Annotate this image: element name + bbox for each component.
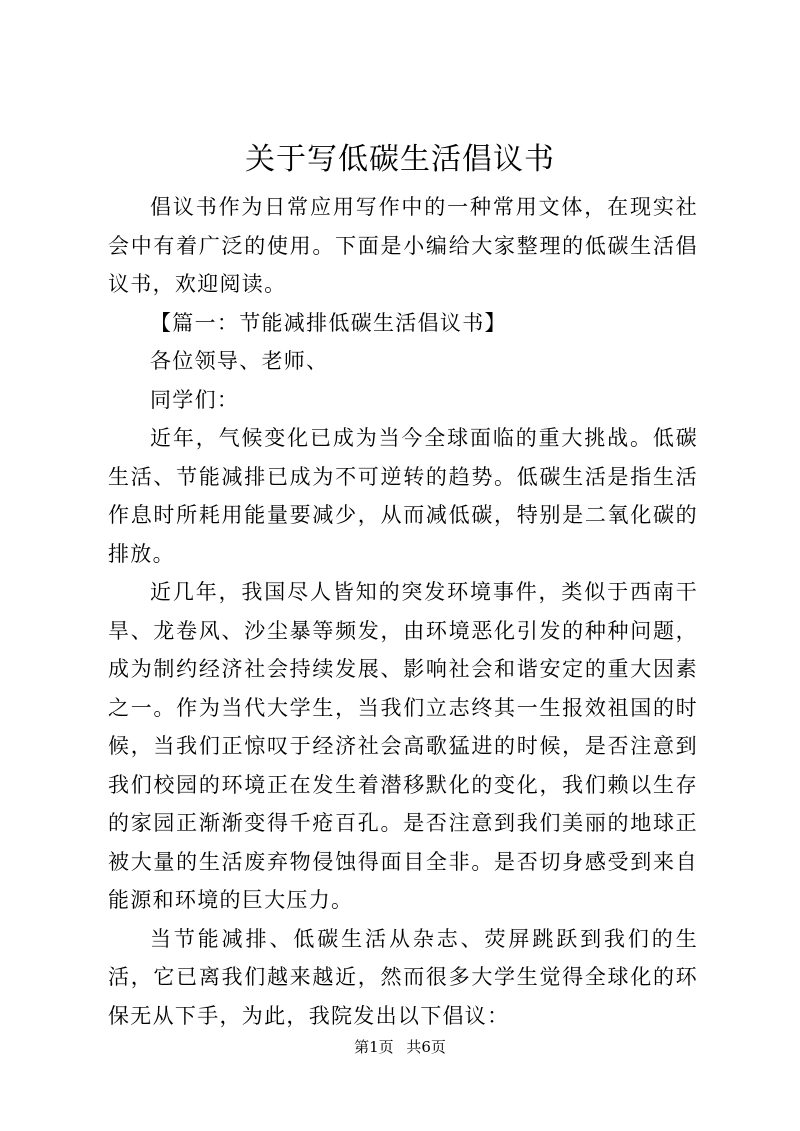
page-number: 第1页 xyxy=(354,1038,394,1056)
salutation-line-1: 各位领导、老师、 xyxy=(150,349,329,373)
paragraph-intro: 倡议书作为日常应用写作中的一种常用文体，在现实社会中有着广泛的使用。下面是小编给大家整理的低碳生活倡议书，欢迎阅读。 xyxy=(108,195,698,296)
document-body xyxy=(108,188,698,1035)
page-total: 共6页 xyxy=(406,1038,446,1056)
paragraph-climate: 近年，气候变化已成为当今全球面临的重大挑战。低碳生活、节能减排已成为不可逆转的趋势。低碳生活是指生活作息时所耗用能量要减少，从而减低碳，特别是二氧化碳的排放。 xyxy=(108,426,698,566)
paragraph-environment: 近几年，我国尽人皆知的突发环境事件，类似于西南干旱、龙卷风、沙尘暴等频发，由环境恶化引发的种种问题，成为制约经济社会持续发展、影响社会和谐安定的重大因素之一。作为当代大学生，当我们立志终其一生报效祖国的时候，当我们正惊叹于经济社会高歌猛进的时候，是否注意到我们校园的环境正在发生着潜移默化的变化，我们赖以生存的家园正渐渐变得千疮百孔。是否注意到我们美丽的地球正被大量的生活废弃物侵蚀得面目全非。是否切身感受到来自能源和环境的巨大压力。 xyxy=(108,580,698,912)
salutation-line-2: 同学们： xyxy=(150,387,240,412)
page-footer xyxy=(0,1036,800,1058)
section-heading: 【篇一：节能减排低碳生活倡议书】 xyxy=(150,310,507,335)
document-title: 关于写低碳生活倡议书 xyxy=(245,142,555,177)
paragraph-proposal: 当节能减排、低碳生活从杂志、荧屏跳跃到我们的生活，它已离我们越来越近，然而很多大学生觉得全球化的环保无从下手，为此，我院发出以下倡议： xyxy=(108,926,698,1028)
